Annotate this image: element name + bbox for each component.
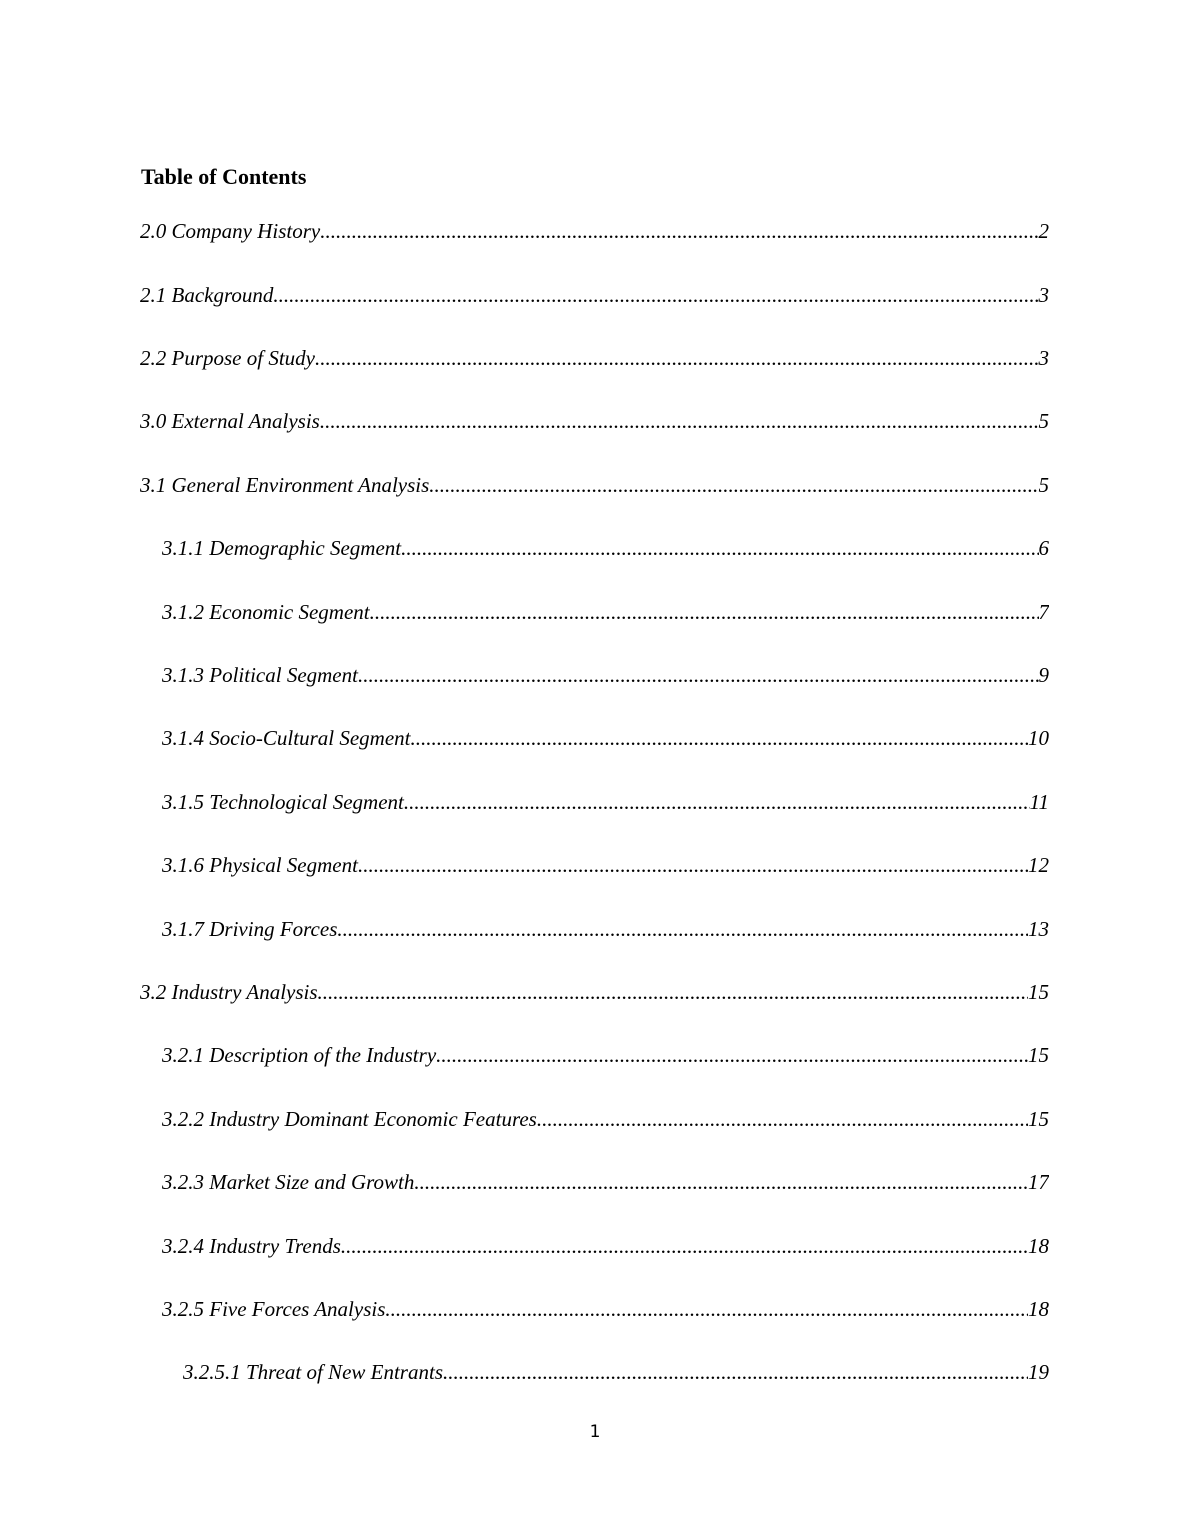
toc-entry-page: 13 bbox=[1028, 917, 1049, 941]
toc-entry-text: 3.1.7 Driving Forces bbox=[162, 917, 338, 941]
toc-entry-text: 3.1.4 Socio-Cultural Segment bbox=[162, 726, 411, 750]
toc-entry[interactable] bbox=[162, 1105, 1049, 1133]
toc-dot-leader bbox=[429, 471, 1038, 499]
toc-entry-text: 3.2.5 Five Forces Analysis bbox=[162, 1297, 386, 1321]
toc-entry[interactable] bbox=[162, 851, 1049, 879]
toc-dot-leader bbox=[273, 281, 1038, 309]
toc-entry-page: 15 bbox=[1028, 1107, 1049, 1131]
toc-entry[interactable] bbox=[162, 1295, 1049, 1323]
toc-entry-page: 2 bbox=[1038, 219, 1049, 243]
toc-dot-leader bbox=[537, 1105, 1028, 1133]
toc-dot-leader bbox=[315, 344, 1039, 372]
toc-entry-page: 9 bbox=[1038, 663, 1049, 687]
toc-dot-leader bbox=[320, 217, 1038, 245]
toc-dot-leader bbox=[410, 724, 1028, 752]
toc-dot-leader bbox=[443, 1358, 1028, 1386]
page-number: 1 bbox=[589, 1422, 601, 1442]
toc-entry[interactable] bbox=[140, 281, 1049, 309]
toc-entry-page: 3 bbox=[1038, 283, 1049, 307]
toc-entry-page: 5 bbox=[1038, 409, 1049, 433]
toc-entry[interactable] bbox=[140, 407, 1049, 435]
toc-entry-text: 3.2.5.1 Threat of New Entrants bbox=[183, 1360, 443, 1384]
toc-entry-text: 3.1 General Environment Analysis bbox=[140, 473, 430, 497]
toc-dot-leader bbox=[370, 598, 1039, 626]
toc-dot-leader bbox=[414, 1168, 1028, 1196]
toc-dot-leader bbox=[401, 534, 1038, 562]
toc-entry-page: 15 bbox=[1028, 1043, 1049, 1067]
toc-dot-leader bbox=[341, 1232, 1028, 1260]
toc-entry-text: 3.1.2 Economic Segment bbox=[162, 600, 370, 624]
toc-title: Table of Contents bbox=[141, 164, 307, 189]
toc-entry-page: 12 bbox=[1028, 853, 1049, 877]
toc-entry[interactable] bbox=[183, 1358, 1049, 1386]
toc-entry-text: 3.2.2 Industry Dominant Economic Features bbox=[162, 1107, 537, 1131]
toc-entry-text: 3.0 External Analysis bbox=[140, 409, 320, 433]
toc-dot-leader bbox=[404, 788, 1030, 816]
toc-entry[interactable] bbox=[162, 1232, 1049, 1260]
toc-entry-page: 5 bbox=[1038, 473, 1049, 497]
toc-dot-leader bbox=[337, 915, 1028, 943]
toc-entry-text: 3.2.4 Industry Trends bbox=[162, 1234, 341, 1258]
toc-entry[interactable] bbox=[162, 1041, 1049, 1069]
toc-entry[interactable] bbox=[140, 471, 1049, 499]
toc-entry[interactable] bbox=[140, 978, 1049, 1006]
toc-entry-page: 11 bbox=[1029, 790, 1049, 814]
toc-entry-text: 3.1.1 Demographic Segment bbox=[162, 536, 402, 560]
toc-entry-page: 19 bbox=[1028, 1360, 1049, 1384]
toc-entry-text: 3.1.5 Technological Segment bbox=[162, 790, 404, 814]
toc-entry-text: 3.2.1 Description of the Industry bbox=[162, 1043, 437, 1067]
toc-entry-text: 2.2 Purpose of Study bbox=[140, 346, 315, 370]
toc-entry-text: 3.1.6 Physical Segment bbox=[162, 853, 358, 877]
toc-dot-leader bbox=[358, 661, 1039, 689]
toc-entry-page: 15 bbox=[1028, 980, 1049, 1004]
toc-entry[interactable] bbox=[162, 788, 1049, 816]
toc-entry[interactable] bbox=[162, 915, 1049, 943]
toc-entry[interactable] bbox=[140, 344, 1049, 372]
toc-entry-text: 3.2 Industry Analysis bbox=[140, 980, 318, 1004]
toc-dot-leader bbox=[320, 407, 1039, 435]
toc-entry[interactable] bbox=[162, 598, 1049, 626]
toc-entry-text: 3.1.3 Political Segment bbox=[162, 663, 358, 687]
toc-dot-leader bbox=[358, 851, 1028, 879]
toc-entry-page: 3 bbox=[1038, 346, 1049, 370]
toc-entry-text: 2.1 Background bbox=[140, 283, 274, 307]
toc-entry-page: 7 bbox=[1038, 600, 1049, 624]
toc-entry-text: 2.0 Company History bbox=[140, 219, 321, 243]
toc-entry[interactable] bbox=[162, 724, 1049, 752]
toc-entry[interactable] bbox=[162, 661, 1049, 689]
toc-entry[interactable] bbox=[162, 534, 1049, 562]
toc-entry-page: 18 bbox=[1028, 1297, 1049, 1321]
toc-dot-leader bbox=[436, 1041, 1028, 1069]
toc-dot-leader bbox=[318, 978, 1028, 1006]
toc-dot-leader bbox=[385, 1295, 1028, 1323]
toc-entry-page: 17 bbox=[1028, 1170, 1049, 1194]
toc-entry-page: 6 bbox=[1038, 536, 1049, 560]
toc-entry-page: 10 bbox=[1028, 726, 1049, 750]
toc-entry-page: 18 bbox=[1028, 1234, 1049, 1258]
toc-entry-text: 3.2.3 Market Size and Growth bbox=[162, 1170, 415, 1194]
toc-entry[interactable] bbox=[162, 1168, 1049, 1196]
toc-entry[interactable] bbox=[140, 217, 1049, 245]
